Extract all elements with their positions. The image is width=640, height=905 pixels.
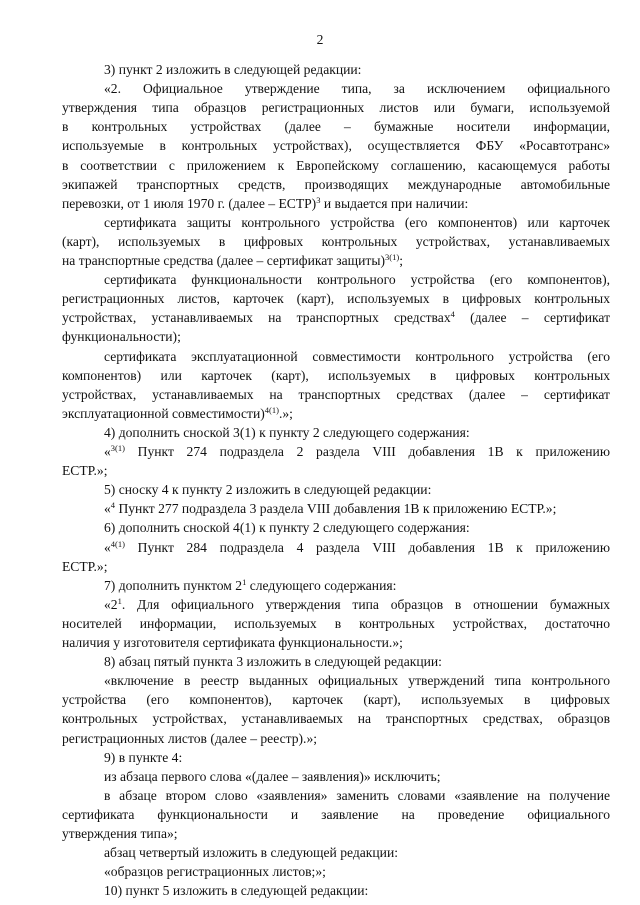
text-line: 9) в пункте 4: [104, 749, 183, 765]
footnote-ref: 4(1) [110, 538, 125, 549]
text-line: сертификата эксплуатационной совместимости контрольного устройства (его [104, 348, 610, 364]
text-line: устройствах, устанавливаемых на транспортных средствах$^4$ (далее – сертификат [62, 309, 611, 326]
text-line: «образцов регистрационных листов;»; [104, 864, 326, 880]
text-line: из абзаца первого слова «(далее – заявления)» исключить; [104, 768, 441, 784]
text-line: контрольных устройствах, устанавливаемых на транспортных средствах, образцов [62, 711, 610, 727]
page-number: 2 [316, 32, 324, 47]
footnote-ref: 1 [117, 595, 122, 606]
footnote-ref: 3(1) [385, 252, 400, 262]
text-line: ЕСТР.»; [62, 463, 108, 479]
text-line: «$^{3(1)}$ Пункт 274 подраздела 2 раздела VIII добавления 1B к приложению [104, 443, 610, 459]
text-line: перевозки, от 1 июля 1970 г. (далее – ЕСТР)$^3$ и выдается при наличии: [62, 194, 469, 211]
text-line: в абзаце втором слово «заявления» заменить словами «заявление на получение [104, 787, 610, 803]
text-line: утверждения типа образцов регистрационных листов или бумаги, используемой [62, 100, 610, 116]
text-line: в соответствии с приложением к Европейскому соглашению, касающемуся работы [62, 157, 610, 173]
text-line: эксплуатационной совместимости)$^{4(1)}$.»; [62, 404, 293, 421]
text-line: 7) дополнить пунктом $2^1$ следующего содержания: [104, 576, 397, 593]
text-line: 4) дополнить сноской 3(1) к пункту 2 следующего содержания: [104, 424, 470, 440]
text-line: ЕСТР.»; [62, 558, 108, 574]
footnote-ref: 4(1) [264, 404, 279, 415]
text-line: (карт), используемых в цифровых контрольных устройствах, устанавливаемых [62, 233, 610, 249]
text-line: 8) абзац пятый пункта 3 изложить в следующей редакции: [104, 654, 442, 670]
text-line: функциональности); [62, 329, 181, 345]
text-line: 3) пункт 2 изложить в следующей редакции: [104, 62, 362, 77]
text-line: «$2^1$. Для официального утверждения типа образцов в отношении бумажных [104, 595, 610, 612]
text-line: 6) дополнить сноской 4(1) к пункту 2 следующего содержания: [104, 520, 470, 536]
footnote-ref: 3 [316, 194, 321, 205]
footnote-ref: 1 [242, 576, 247, 587]
text-line: регистрационных листов, карточек (карт), используемых в цифровых контрольных [62, 291, 610, 307]
footnote-ref: 4 [110, 500, 116, 511]
footnote-ref: 4 [450, 309, 455, 320]
text-line: утверждения типа»; [62, 826, 178, 841]
text-line: «$^{4(1)}$ Пункт 284 подраздела 4 раздела VIII добавления 1B к приложению [104, 538, 610, 555]
text-line: сертификата функциональности и заявление на проведение официального [62, 806, 610, 822]
text-line: 10) пункт 5 изложить в следующей редакции: [104, 883, 369, 899]
text-line: экипажей транспортных средств, производящих международные автомобильные [62, 176, 610, 192]
text-line: абзац четвертый изложить в следующей редакции: [104, 845, 399, 861]
text-line: компонентов) или карточек (карт), используемых в цифровых контрольных [62, 367, 610, 383]
text-line: устройствах, устанавливаемых на транспортных средствах (далее – сертификат [62, 386, 610, 402]
text-line: устройства (его компонентов), карточек (карт), используемых в цифровых [62, 692, 610, 708]
text-line: сертификата защиты контрольного устройства (его компонентов) или карточек [104, 214, 610, 230]
text-line: сертификата функциональности контрольного устройства (его компонентов), [104, 272, 610, 288]
text-line: «включение в реестр выданных официальных утверждений типа контрольного [104, 673, 610, 689]
text-line: регистрационных листов (далее – реестр).»; [62, 730, 318, 746]
text-line: «$^4$ Пункт 277 подраздела 3 раздела VIII добавления 1B к приложению ЕСТР.»; [104, 500, 557, 517]
text-line: «2. Официальное утверждение типа, за исключением официального [104, 81, 610, 97]
footnote-ref: 3(1) [110, 443, 125, 453]
text-line: наличия у изготовителя сертификата функциональности.»; [62, 635, 403, 650]
text-line: используемые в контрольных устройствах), осуществляется ФБУ «Росавтотранс» [62, 138, 610, 154]
text-line: в контрольных устройствах (далее – бумажные носители информации, [62, 119, 610, 135]
text-line: носителей информации, используемых в контрольных устройствах, достаточно [62, 615, 610, 631]
text-line: 5) сноску 4 к пункту 2 изложить в следующей редакции: [104, 482, 432, 498]
text-line: на транспортные средства (далее – сертификат защиты)$^{3(1)}$; [62, 252, 403, 268]
